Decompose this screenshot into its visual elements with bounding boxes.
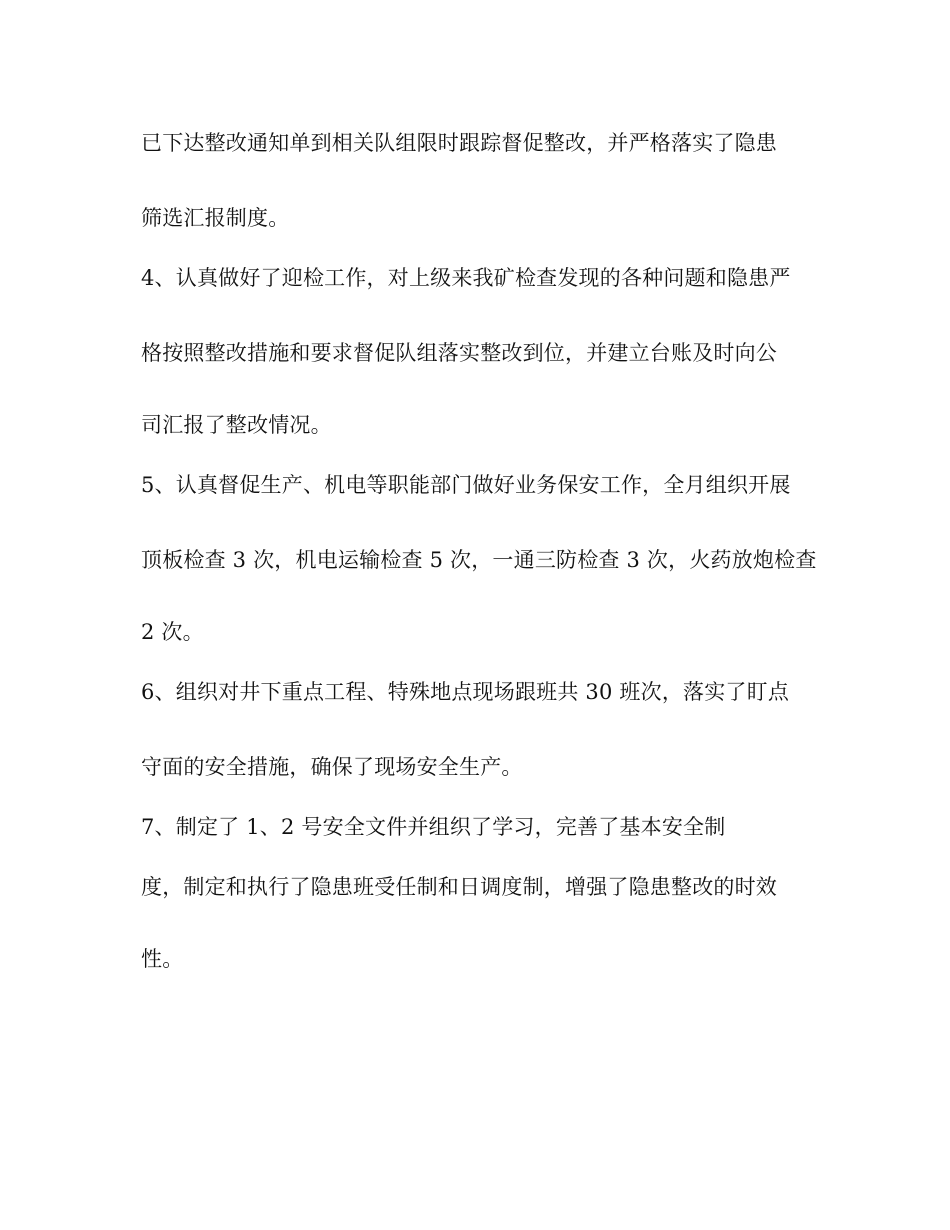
text-line: 守面的安全措施，确保了现场安全生产。	[141, 755, 523, 779]
text-line: 5、认真督促生产、机电等职能部门做好业务保安工作，全月组织开展	[141, 473, 791, 497]
text-line: 度，制定和执行了隐患班受任制和日调度制，增强了隐患整改的时效	[141, 875, 777, 899]
text-line: 司汇报了整改情况。	[141, 413, 332, 437]
text-line: 4、认真做好了迎检工作，对上级来我矿检查发现的各种问题和隐患严	[141, 266, 791, 290]
text-line: 7、制定了 1、2 号安全文件并组织了学习，完善了基本安全制	[141, 815, 726, 839]
text-line: 筛选汇报制度。	[141, 206, 290, 230]
text-line: 格按照整改措施和要求督促队组落实整改到位，并建立台账及时向公	[141, 341, 777, 365]
text-line: 性。	[141, 947, 184, 971]
text-line: 6、组织对井下重点工程、特殊地点现场跟班共 30 班次，落实了盯点	[141, 680, 790, 704]
text-line: 已下达整改通知单到相关队组限时跟踪督促整改，并严格落实了隐患	[141, 131, 777, 155]
text-line: 顶板检查 3 次，机电运输检查 5 次，一通三防检查 3 次，火药放炮检查	[141, 548, 817, 572]
text-line: 2 次。	[141, 620, 204, 644]
